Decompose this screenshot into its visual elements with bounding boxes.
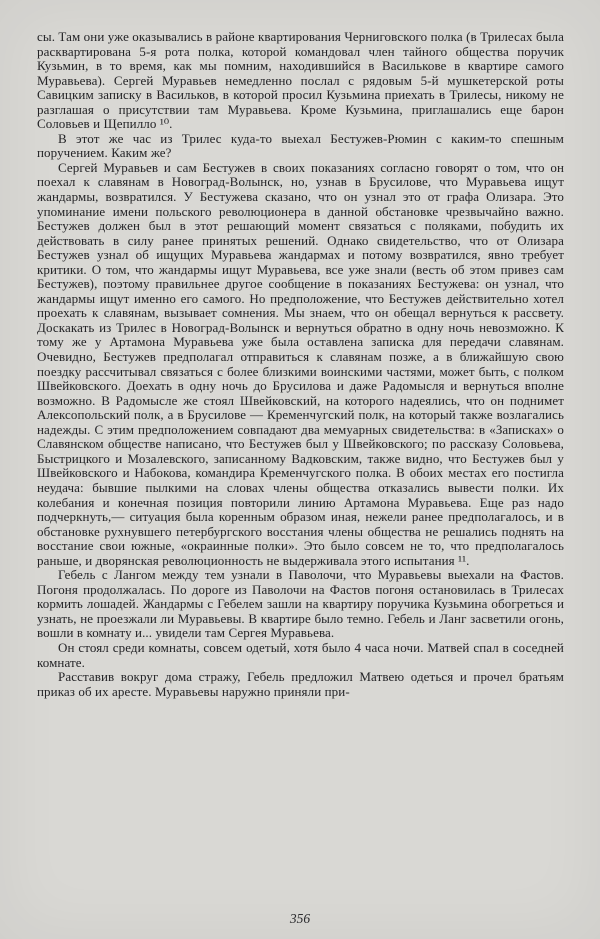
paragraph: Сергей Муравьев и сам Бестужев в своих показаниях согласно говорят о том, что он поехал к славянам в Новоград-Волынск, но, узнав в Брусилове, что Муравьева ищут жандармы, возвратился. У Бестужева сказано, что он узнал это от графа Олизара. Это упоминание имени польского революционера в данной обстановке чрезвычайно важно. Бестужев должен был в этот решающий момент связаться с поляками, побудить их действовать в силу ранее принятых решений. Однако свидетельство, что от Олизара Бестужев узнал об ищущих Муравьева жандармах и потому возвратился, явно требует критики. О том, что жандармы ищут Муравьева, все уже знали (весть об этом привез сам Бестужев), поэтому правильнее другое сообщение в показаниях Бестужева: он узнал, что жандармы ищут именно его самого. Но предположение, что Бестужев действительно хотел проехать к славянам, вызывает сомнения. Мы знаем, что он обещал вернуться к рассвету. Доскакать из Трилес в Новоград-Волынск и вернуться обратно в одну ночь невозможно. К тому же у Артамона Муравьева уже была оставлена записка для передачи славянам. Очевидно, Бестужев предполагал отправиться к славянам позже, а в ближайшую свою поездку рассчитывал связаться с более близкими воинскими частями, может быть, с полком Швейковского. Доехать в одну ночь до Брусилова и даже Радомысля и вернуться вполне возможно. В Радомысле же стоял Швейковский, на которого надеялись, что он поднимет Алексопольский полк, а в Брусилове — Кременчугский полк, на который также возлагались надежды. С этим предположением совпадают два мемуарных свидетельства: в «Записках» о Славянском обществе написано, что Бестужев был у Швейковского; по рассказу Соловьева, Быстрицкого и Мозалевского, записанному Вадковским, также видно, что Бестужев был у Швейковского и Набокова, командира Кременчугского полка. В обоих местах его постигла неудача: бывшие пылкими на словах члены общества отказались вывести полки. Их колебания и конечная позиция повторили линию Артамона Муравьева. Еще раз надо подчеркнуть,— ситуация была коренным образом иная, нежели ранее предполагалось, и в обстановке рухнувшего петербургского восстания члены общества не решались поднять на восстание свои южные, «окраинные полки». Это было совсем не то, что предполагалось раньше, и дворянская революционность не выдерживала этого испытания ¹¹. — [37, 159, 564, 568]
paragraph: Гебель с Лангом между тем узнали в Паволочи, что Муравьевы выехали на Фастов. Погоня продолжалась. По дороге из Паволочи на Фастов погоня остановилась в Трилесах кормить лошадей. Жандармы с Гебелем зашли на квартиру поручика Кузьмина обогреться и узнать, не проезжали ли Муравьевы. В квартире было темно. Гебель и Ланг засветили огонь, вошли в комнату и... увидели там Сергея Муравьева. — [37, 567, 564, 641]
paragraph: Он стоял среди комнаты, совсем одетый, хотя было 4 часа ночи. Матвей спал в соседней комнате. — [37, 639, 564, 670]
paragraph-continuation: сы. Там они уже оказывались в районе квартирования Черниговского полка (в Трилесах была расквартирована 5-я рота полка, которой командовал член тайного общества поручик Кузьмин, в то время, как мы помним, находившийся в Василькове в квартире самого Муравьева). Сергей Муравьев немедленно послал с рядовым 5-й мушкетерской роты Савицким записку в Васильков, в которой просил Кузьмина приехать в Трилесы, никому не разглашая о присутствии там Муравьева. Кроме Кузьмина, приглашались еще барон Соловьев и Щепилло ¹⁰. — [37, 29, 564, 132]
paragraph: Расставив вокруг дома стражу, Гебель предложил Матвею одеться и прочел братьям приказ об их аресте. Муравьевы наружно приняли при- — [37, 669, 564, 699]
page-text-block — [37, 30, 564, 699]
page-number: 356 — [289, 911, 311, 926]
paragraph: В этот же час из Трилес куда-то выехал Бестужев-Рюмин с каким-то спешным поручением. Каким же? — [37, 130, 564, 161]
